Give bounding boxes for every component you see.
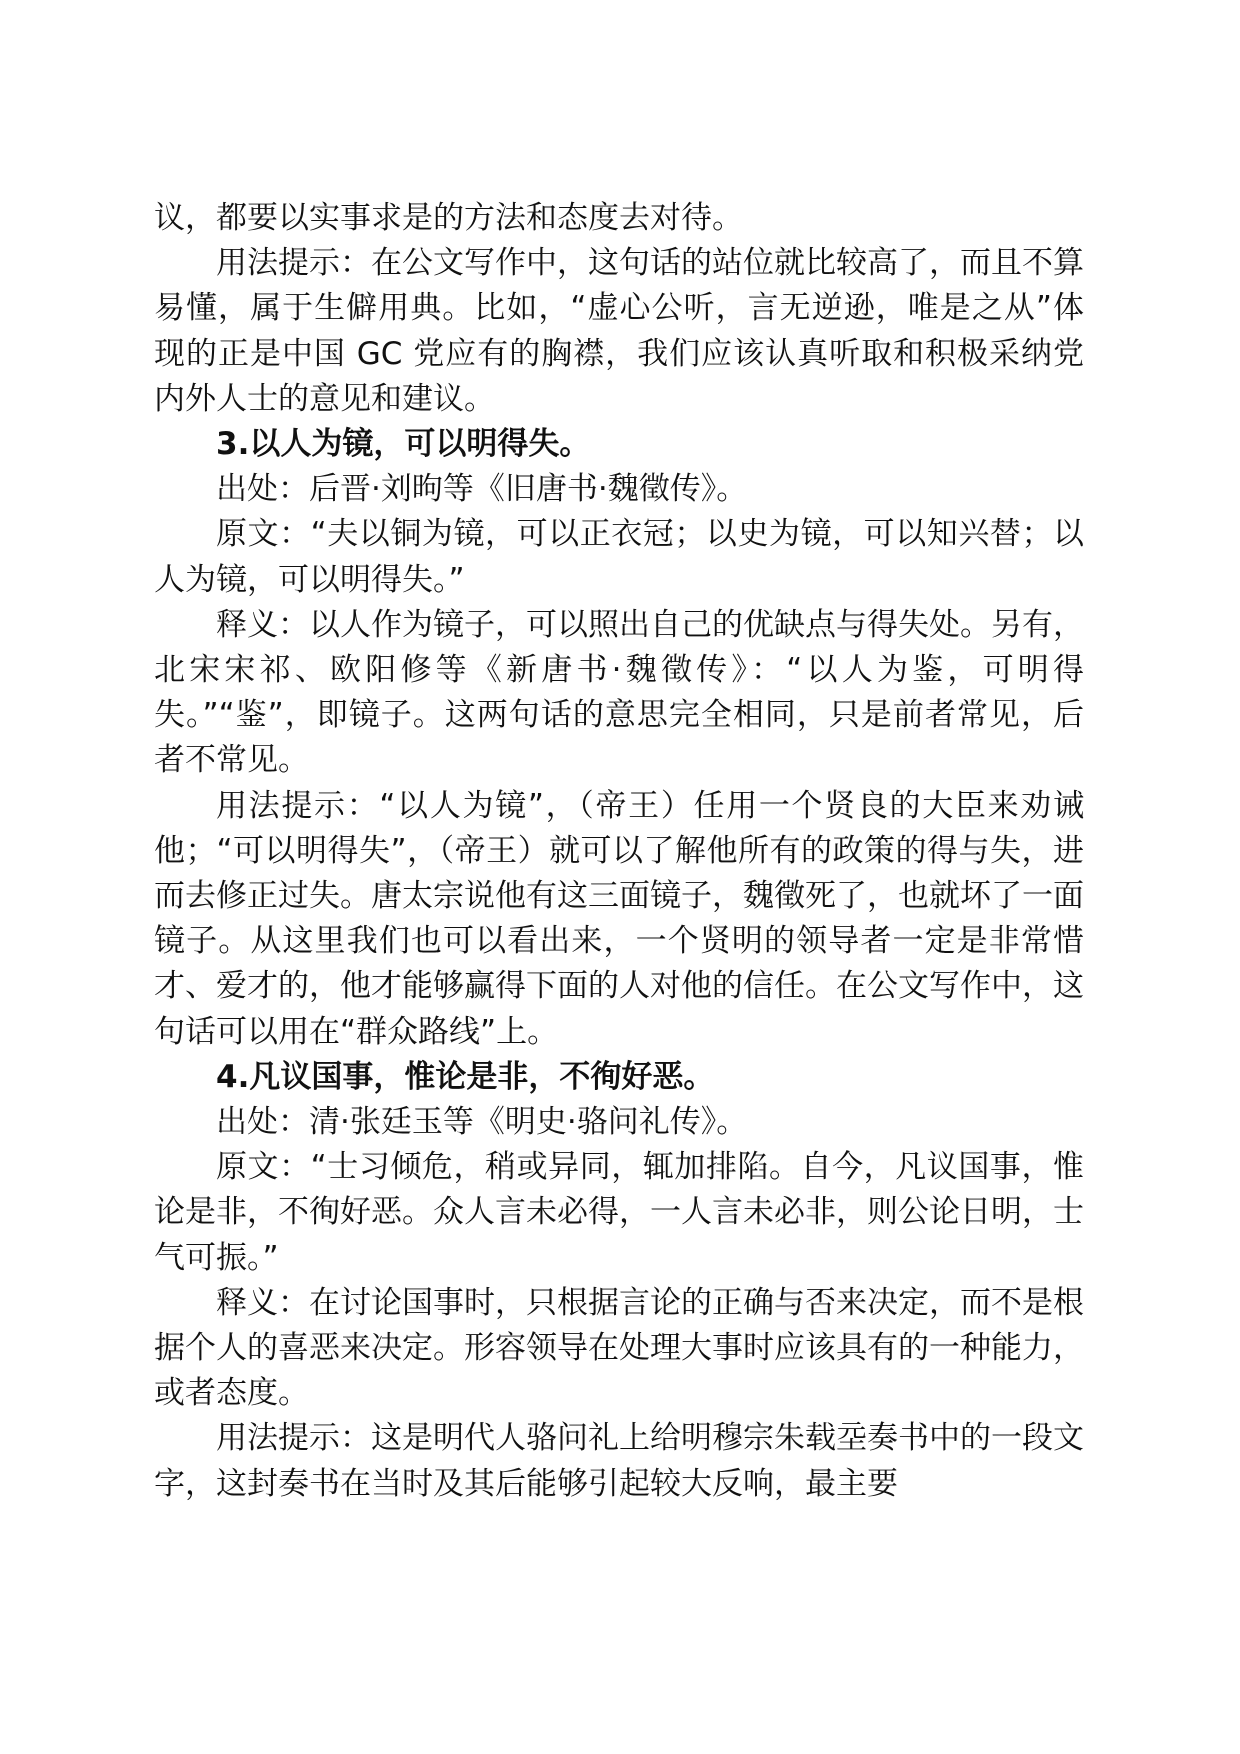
paragraph-original-text: 原文：“士习倾危，稍或异同，辄加排陷。自今，凡议国事，惟论是非，不徇好恶。众人言未必得，一人言未必非，则公论日明，士气可振。” [154, 1149, 1084, 1276]
section-heading-4: 4.凡议国事，惟论是非，不徇好恶。 [216, 1058, 715, 1095]
paragraph-continuation: 议，都要以实事求是的方法和态度去对待。 [154, 200, 743, 236]
paragraph-explanation: 释义：在讨论国事时，只根据言论的正确与否来决定，而不是根据个人的喜恶来决定。形容领导在处理大事时应该具有的一种能力，或者态度。 [154, 1284, 1084, 1412]
paragraph-source: 出处：清·张廷玉等《明史·骆问礼传》。 [216, 1104, 748, 1141]
paragraph-source: 出处：后晋·刘昫等《旧唐书·魏徵传》。 [216, 471, 748, 508]
paragraph-original-text: 原文：“夫以铜为镜，可以正衣冠；以史为镜，可以知兴替；以人为镜，可以明得失。” [154, 516, 1084, 598]
paragraph-usage-tip: 用法提示：在公文写作中，这句话的站位就比较高了，而且不算易懂，属于生僻用典。比如，“虚心公听，言无逆逊，唯是之从”体现的正是中国 GC 党应有的胸襟，我们应该认真听取和积极采纳党内外人士的意见和建议。 [154, 245, 1084, 417]
paragraph-usage-tip: 用法提示：“以人为镜”，（帝王）任用一个贤良的大臣来劝诫他；“可以明得失”，（帝王）就可以了解他所有的政策的得与失，进而去修正过失。唐太宗说他有这三面镜子，魏徵死了，也就坏了一面镜子。从这里我们也可以看出来，一个贤明的领导者一定是非常惜才、爱才的，他才能够赢得下面的人对他的信任。在公文写作中，这句话可以用在“群众路线”上。 [154, 787, 1084, 1050]
section-heading-3: 3.以人为镜，可以明得失。 [216, 426, 591, 463]
paragraph-explanation: 释义：以人作为镜子，可以照出自己的优缺点与得失处。另有，北宋宋祁、欧阳修等《新唐书·魏徵传》：“以人为鉴，可明得失。”“鉴”，即镜子。这两句话的意思完全相同，只是前者常见，后者不常见。 [154, 606, 1084, 779]
paragraph-usage-tip: 用法提示：这是明代人骆问礼上给明穆宗朱载坖奏书中的一段文字，这封奏书在当时及其后能够引起较大反响，最主要 [154, 1420, 1084, 1502]
document-body [154, 196, 1084, 1507]
